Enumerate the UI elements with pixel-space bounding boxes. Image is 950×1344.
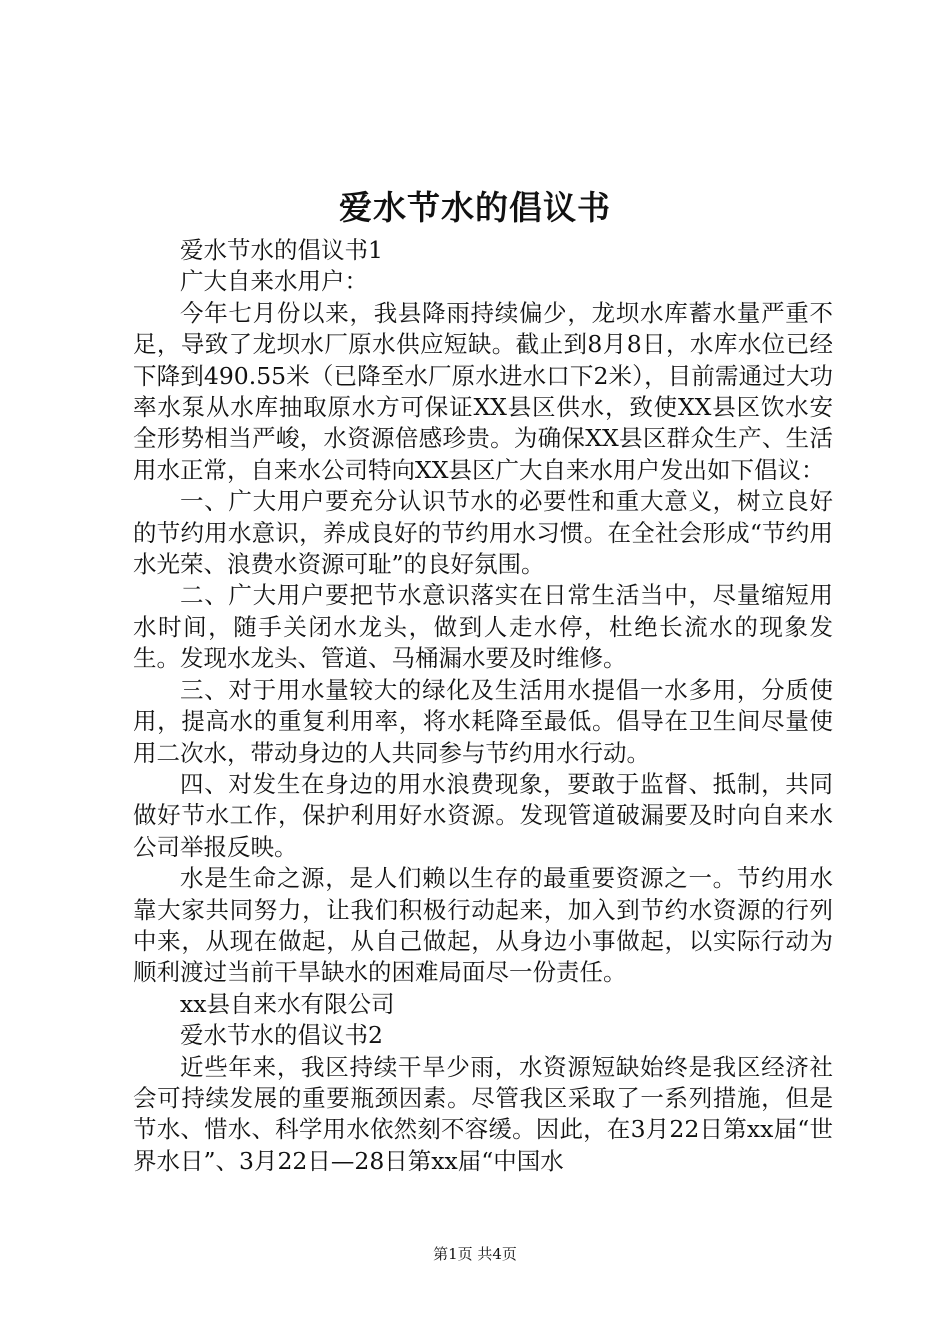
- document-title: 爱水节水的倡议书: [339, 188, 611, 227]
- proposal-item-1: 一、广大用户要充分认识节水的必要性和重大意义，树立良好的节约用水意识，养成良好的节约用水习惯。在全社会形成“节约用水光荣、浪费水资源可耻”的良好氛围。: [133, 487, 833, 579]
- section-heading-1: 爱水节水的倡议书1: [180, 236, 383, 264]
- document-body: [133, 235, 833, 1177]
- proposal-item-2: 二、广大用户要把节水意识落实在日常生活当中，尽量缩短用水时间，随手关闭水龙头，做到人走水停，杜绝长流水的现象发生。发现水龙头、管道、马桶漏水要及时维修。: [133, 581, 833, 673]
- page-footer: 第1页 共4页: [433, 1245, 517, 1263]
- proposal-item-4: 四、对发生在身边的用水浪费现象，要敢于监督、抵制，共同做好节水工作，保护利用好水资源。发现管道破漏要及时向自来水公司举报反映。: [133, 769, 833, 861]
- section-heading-2: 爱水节水的倡议书2: [180, 1021, 383, 1050]
- paragraph-closing: 水是生命之源，是人们赖以生存的最重要资源之一。节约用水靠大家共同努力，让我们积极行动起来，加入到节约水资源的行列中来，从现在做起，从自己做起，从身边小事做起，以实际行动为顺利渡过当前干旱缺水的困难局面尽一份责任。: [133, 864, 833, 987]
- paragraph-section-2: 近些年来，我区持续干旱少雨，水资源短缺始终是我区经济社会可持续发展的重要瓶颈因素。尽管我区采取了一系列措施，但是节水、惜水、科学用水依然刻不容缓。因此，在3月22日第xx届“世界水日”、3月22日—28日第xx届“中国水: [133, 1052, 833, 1175]
- paragraph-intro: 今年七月份以来，我县降雨持续偏少，龙坝水库蓄水量严重不足，导致了龙坝水厂原水供应短缺。截止到8月8日，水库水位已经下降到490.55米（已降至水厂原水进水口下2米），目前需通过大功率水泵从水库抽取原水方可保证XX县区供水，致使XX县区饮水安全形势相当严峻，水资源倍感珍贵。为确保XX县区群众生产、生活用水正常，自来水公司特向XX县区广大自来水用户发出如下倡议：: [133, 298, 833, 484]
- proposal-item-3: 三、对于用水量较大的绿化及生活用水提倡一水多用，分质使用，提高水的重复利用率，将水耗降至最低。倡导在卫生间尽量使用二次水，带动身边的人共同参与节约用水行动。: [133, 675, 833, 767]
- salutation: 广大自来水用户：: [180, 267, 368, 296]
- signature-company: xx县自来水有限公司: [180, 989, 395, 1018]
